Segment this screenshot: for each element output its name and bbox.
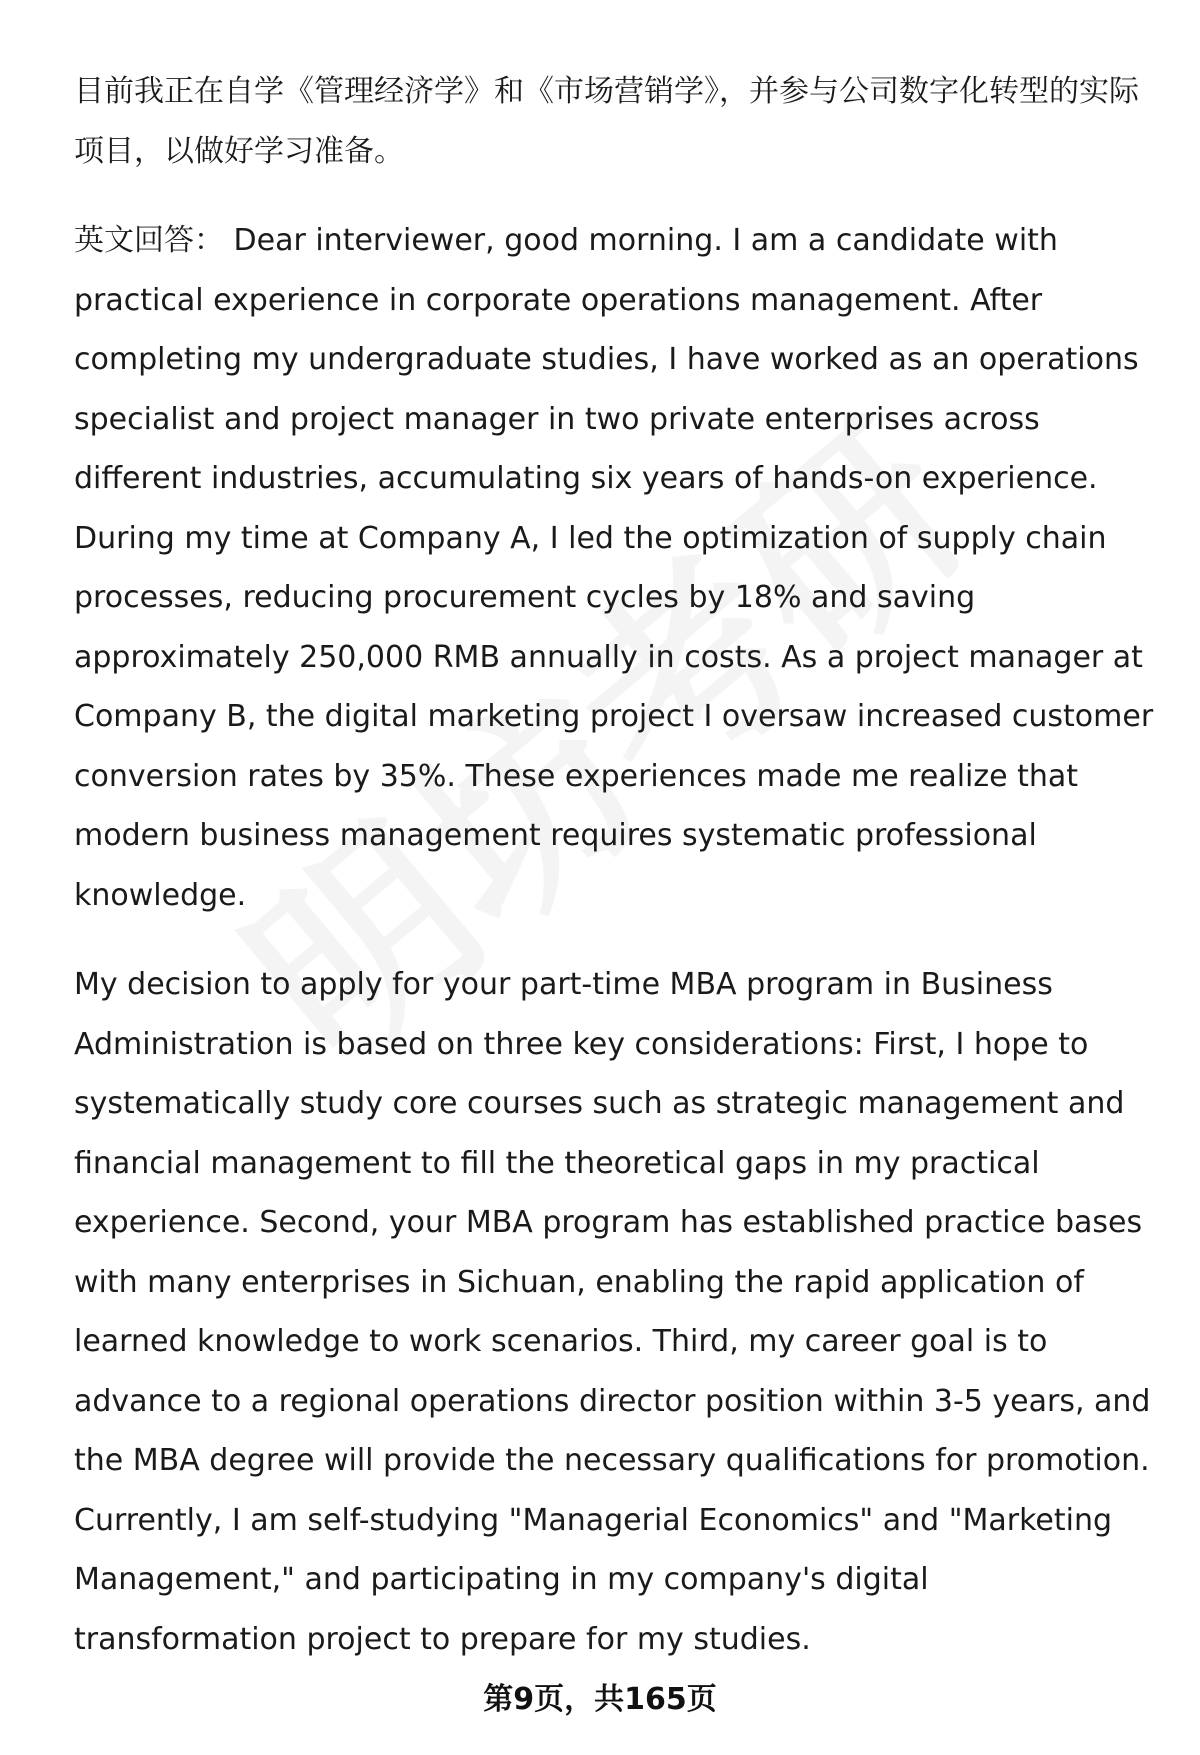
english-answer-paragraph-1: 英文回答： Dear interviewer, good morning. I am a candidate with practical experience in corporate operations management. After completing my undergraduate studies, I have worked as an operations specialist and project manager in two private enterprises across different industries, accumulating six years of hands-on experience. During my time at Company A, I led the optimization of supply chain processes, reducing procurement cycles by 18% and saving approximately 250,000 RMB annually in costs. As a project manager at Company B, the digital marketing project I oversaw increased customer conversion rates by 35%. These experiences made me realize that modern business management requires systematic professional knowledge. <box>74 223 1154 913</box>
page-number-footer: 第9页，共165页 <box>483 1682 717 1717</box>
document-page <box>74 62 1154 1669</box>
english-answer-paragraph-2: My decision to apply for your part-time MBA program in Business Administration is based on three key considerations: First, I hope to systematically study core courses such as strategic management and financial management to fill the theoretical gaps in my practical experience. Second, your MBA program has established practice bases with many enterprises in Sichuan, enabling the rapid application of learned knowledge to work scenarios. Third, my career goal is to advance to a regional operations director position within 3-5 years, and the MBA degree will provide the necessary qualifications for promotion. Currently, I am self-studying "Managerial Economics" and "Marketing Management," and participating in my company's digital transformation project to prepare for my studies. <box>74 967 1151 1657</box>
chinese-paragraph: 目前我正在自学《管理经济学》和《市场营销学》，并参与公司数字化转型的实际项目，以做好学习准备。 <box>74 74 1139 169</box>
